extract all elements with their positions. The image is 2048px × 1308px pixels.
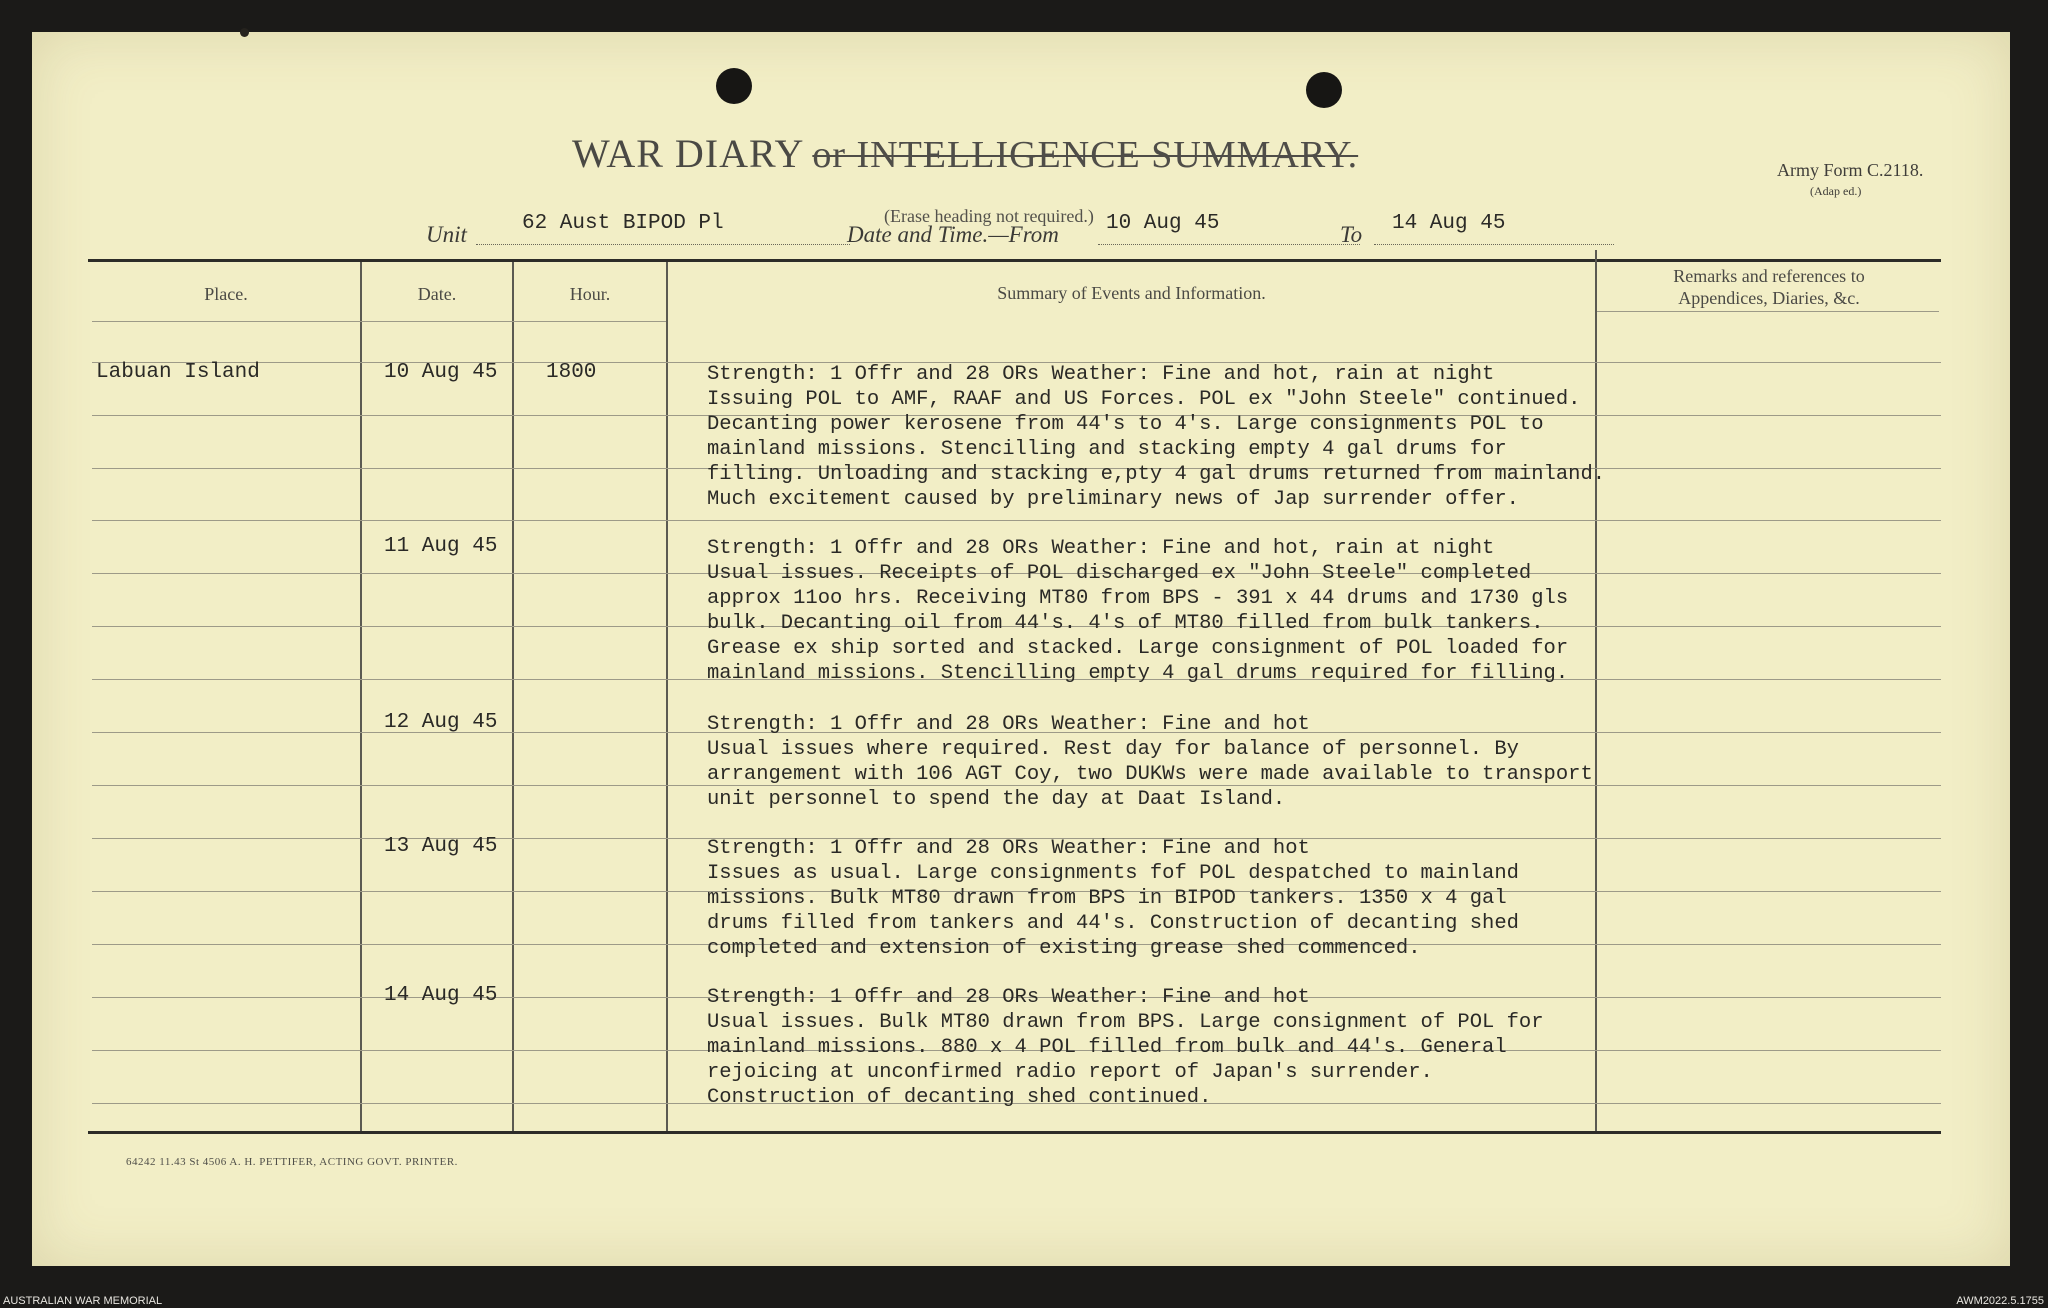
place-header: Place. [204,284,248,304]
summary-line: Strength: 1 Offr and 28 ORs Weather: Fine and hot [707,837,1310,860]
remarks-header-line: Appendices, Diaries, &c. [1678,288,1860,308]
archive-reference: AWM2022.5.1755 [1956,1295,2044,1307]
punch-hole [716,68,752,104]
top-rule [88,259,1941,262]
entry-date: 12 Aug 45 [384,711,498,734]
war-diary-page [32,32,2010,1266]
summary-line: unit personnel to spend the day at Daat Island. [707,788,1286,811]
column-divider [360,262,362,1131]
hour-header: Hour. [569,284,611,304]
document-title: WAR DIARY or INTELLIGENCE SUMMARY. [572,131,1359,176]
punch-hole [1306,72,1342,108]
date-time-label: Date and Time.—From [847,222,1059,247]
summary-line: mainland missions. Stencilling and stacking empty 4 gal drums for [707,438,1507,461]
summary-line: Construction of decanting shed continued. [707,1086,1212,1109]
ink-speck [240,28,249,37]
entry-date: 14 Aug 45 [384,984,498,1007]
army-form-sub: (Adap ed.) [1810,184,1862,198]
column-divider [512,262,514,1131]
summary-line: bulk. Decanting oil from 44's. 4's of MT80 filled from bulk tankers. [707,612,1544,635]
summary-line: Usual issues. Receipts of POL discharged ex "John Steele" completed [707,562,1532,585]
summary-line: Issues as usual. Large consignments fof POL despatched to mainland [707,862,1519,885]
summary-line: Strength: 1 Offr and 28 ORs Weather: Fine and hot [707,713,1310,736]
date-from-line [1098,244,1360,245]
summary-line: Much excitement caused by preliminary news of Jap surrender offer. [707,488,1519,511]
summary-line: Usual issues. Bulk MT80 drawn from BPS. Large consignment of POL for [707,1011,1544,1034]
summary-line: Strength: 1 Offr and 28 ORs Weather: Fine and hot [707,986,1310,1009]
remarks-header [1597,265,1941,309]
summary-line: mainland missions. Stencilling empty 4 gal drums required for filling. [707,662,1569,685]
unit-value: 62 Aust BIPOD Pl [522,212,724,235]
entry-date: 11 Aug 45 [384,535,498,558]
summary-line: Issuing POL to AMF, RAAF and US Forces. POL ex "John Steele" continued. [707,388,1581,411]
entry-summary [707,362,1647,512]
erase-note: (Erase heading not required.) [884,206,1094,226]
entry-hour: 1800 [546,361,597,384]
summary-line: filling. Unloading and stacking e,pty 4 gal drums returned from mainland. [707,463,1606,486]
entry-summary [707,836,1647,961]
place-value: Labuan Island [96,361,260,384]
date-to-value: 14 Aug 45 [1392,212,1506,235]
summary-line: missions. Bulk MT80 drawn from BPS in BIPOD tankers. 1350 x 4 gal [707,887,1507,910]
summary-line: Strength: 1 Offr and 28 ORs Weather: Fine and hot, rain at night [707,537,1495,560]
summary-line: Strength: 1 Offr and 28 ORs Weather: Fine and hot, rain at night [707,363,1495,386]
printer-footer: 64242 11.43 St 4506 A. H. PETTIFER, ACTING GOVT. PRINTER. [126,1156,458,1168]
summary-header: Summary of Events and Information. [997,283,1266,303]
entry-date: 10 Aug 45 [384,361,498,384]
entry-summary [707,536,1647,686]
summary-line: completed and extension of existing grease shed commenced. [707,937,1421,960]
unit-line [476,244,850,245]
summary-line: arrangement with 106 AGT Coy, two DUKWs were made available to transport [707,763,1593,786]
summary-line: Grease ex ship sorted and stacked. Large consignment of POL loaded for [707,637,1569,660]
ruled-line [92,520,1941,521]
entry-summary [707,985,1647,1110]
entry-summary [707,712,1647,812]
date-to-label: To [1340,222,1363,247]
column-divider [666,262,668,1131]
header-underline [92,321,666,322]
unit-label: Unit [426,222,467,247]
bottom-rule [88,1131,1941,1134]
summary-line: rejoicing at unconfirmed radio report of Japan's surrender. [707,1061,1433,1084]
archive-label: AUSTRALIAN WAR MEMORIAL [3,1295,163,1307]
summary-line: mainland missions. 880 x 4 POL filled from bulk and 44's. General [707,1036,1507,1059]
army-form-number: Army Form C.2118. [1777,160,1924,180]
summary-line: Decanting power kerosene from 44's to 4's. Large consignments POL to [707,413,1544,436]
entry-date: 13 Aug 45 [384,835,498,858]
summary-line: drums filled from tankers and 44's. Construction of decanting shed [707,912,1519,935]
summary-line: Usual issues where required. Rest day for balance of personnel. By [707,738,1519,761]
date-header: Date. [417,284,457,304]
struck-heading: or INTELLIGENCE SUMMARY. [812,134,1359,176]
summary-line: approx 11oo hrs. Receiving MT80 from BPS - 391 x 44 drums and 1730 gls [707,587,1569,610]
date-to-line [1374,244,1614,245]
header-underline [1597,311,1939,312]
date-from-value: 10 Aug 45 [1106,212,1220,235]
remarks-header-line: Remarks and references to [1673,266,1865,286]
